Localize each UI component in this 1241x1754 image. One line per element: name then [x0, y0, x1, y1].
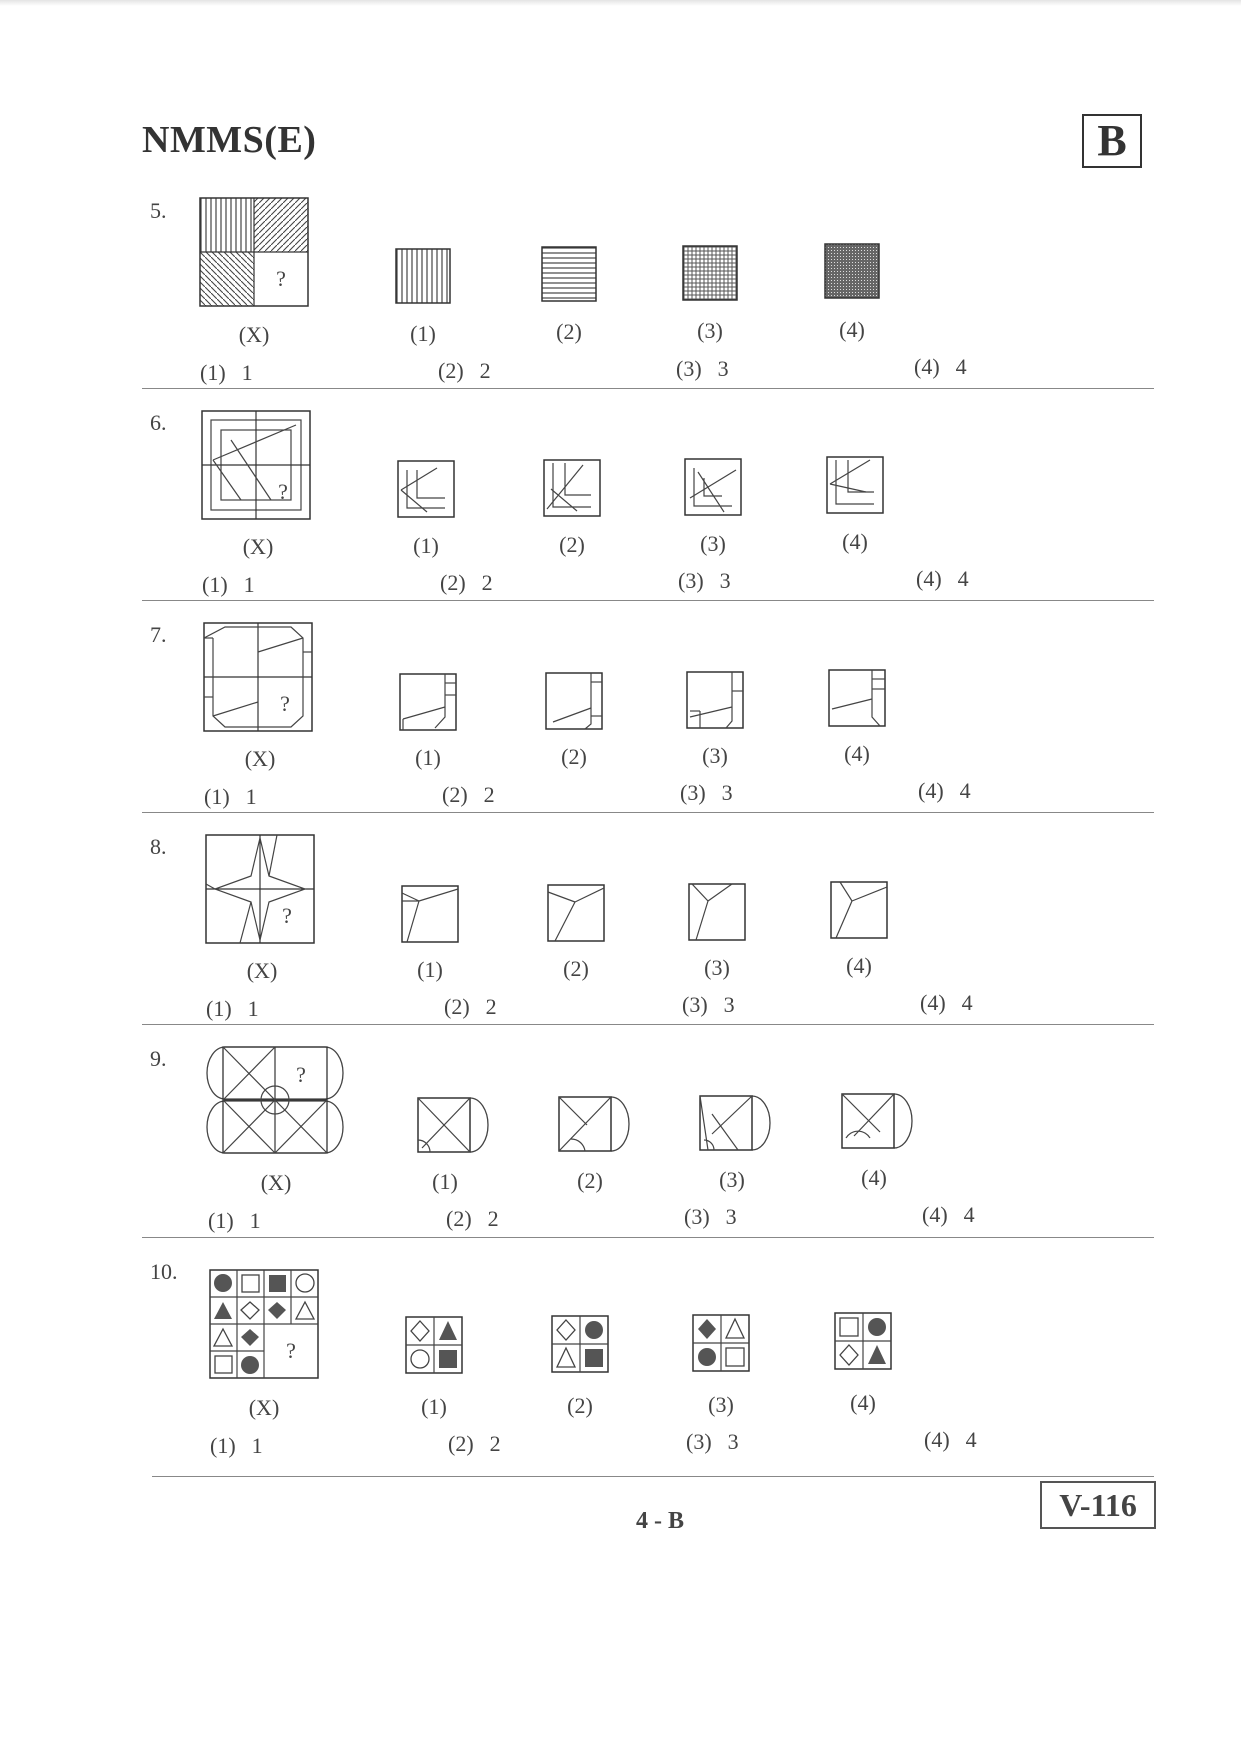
option-4-figure — [840, 1092, 914, 1150]
figure-label: (3) — [708, 1392, 734, 1417]
option-3-figure — [684, 458, 742, 516]
divider — [142, 600, 1154, 601]
figure-label: (3) — [700, 531, 726, 556]
question-number: 10. — [150, 1259, 178, 1284]
option-1-figure — [405, 1316, 463, 1374]
figure-label: (X) — [260, 1170, 292, 1195]
answer-option-4[interactable]: (4) 4 — [916, 566, 969, 591]
figure-x — [205, 1045, 345, 1157]
figure-label: (2) — [561, 744, 587, 769]
divider — [142, 1024, 1154, 1025]
question-number: 5. — [150, 198, 167, 223]
question-8 — [0, 828, 1241, 1038]
answer-option-3[interactable]: (3) 3 — [678, 568, 731, 593]
answer-option-2[interactable]: (2) 2 — [444, 994, 497, 1019]
option-4-figure — [828, 669, 886, 727]
question-10 — [0, 1253, 1241, 1463]
answer-option-4[interactable]: (4) 4 — [918, 778, 971, 803]
question-number: 9. — [150, 1046, 167, 1071]
option-3-figure — [682, 245, 738, 301]
answer-option-2[interactable]: (2) 2 — [438, 358, 491, 383]
figure-label: (3) — [702, 743, 728, 768]
exam-title: NMMS(E) — [142, 119, 317, 161]
question-number: 8. — [150, 834, 167, 859]
option-1-figure — [399, 673, 457, 731]
figure-label: (X) — [246, 958, 278, 983]
question-6 — [0, 404, 1241, 614]
answer-option-2[interactable]: (2) 2 — [442, 782, 495, 807]
question-mark: ? — [282, 903, 292, 928]
figure-x — [199, 197, 309, 307]
option-3-figure — [688, 883, 746, 941]
answer-option-3[interactable]: (3) 3 — [684, 1204, 737, 1229]
option-4-figure — [834, 1312, 892, 1370]
question-5 — [0, 192, 1241, 402]
figure-label: (4) — [846, 953, 872, 978]
option-2-figure — [543, 459, 601, 517]
divider — [152, 1476, 1154, 1477]
answer-option-1[interactable]: (1) 1 — [202, 572, 255, 597]
option-2-figure — [541, 246, 597, 302]
answer-option-1[interactable]: (1) 1 — [206, 996, 259, 1021]
answer-option-3[interactable]: (3) 3 — [676, 356, 729, 381]
figure-label: (2) — [563, 956, 589, 981]
divider — [142, 1237, 1154, 1238]
figure-label: (X) — [248, 1395, 280, 1420]
option-2-figure — [547, 884, 605, 942]
divider — [142, 388, 1154, 389]
option-4-figure — [824, 243, 880, 299]
figure-label: (4) — [842, 529, 868, 554]
question-mark: ? — [296, 1062, 306, 1087]
figure-label: (X) — [244, 746, 276, 771]
question-number: 7. — [150, 622, 167, 647]
figure-label: (X) — [238, 322, 270, 347]
answer-option-3[interactable]: (3) 3 — [686, 1429, 739, 1454]
figure-label: (2) — [577, 1168, 603, 1193]
figure-label: (4) — [861, 1165, 887, 1190]
option-2-figure — [557, 1095, 631, 1153]
figure-x — [203, 622, 313, 732]
option-1-figure — [401, 885, 459, 943]
question-9 — [0, 1040, 1241, 1250]
option-4-figure — [830, 881, 888, 939]
figure-x — [201, 410, 311, 520]
option-4-figure — [826, 456, 884, 514]
figure-label: (X) — [242, 534, 274, 559]
booklet-code: V-116 — [1059, 1486, 1137, 1523]
divider — [142, 812, 1154, 813]
question-7 — [0, 616, 1241, 826]
answer-option-1[interactable]: (1) 1 — [204, 784, 257, 809]
question-mark: ? — [278, 479, 288, 504]
set-code-box — [1082, 114, 1142, 168]
set-code: B — [1097, 116, 1127, 165]
option-1-figure — [395, 248, 451, 304]
figure-label: (1) — [417, 957, 443, 982]
question-mark: ? — [286, 1338, 296, 1363]
answer-option-1[interactable]: (1) 1 — [210, 1433, 263, 1458]
option-3-figure — [698, 1094, 772, 1152]
question-number: 6. — [150, 410, 167, 435]
booklet-code-box — [1040, 1481, 1156, 1529]
figure-label: (4) — [844, 741, 870, 766]
answer-option-2[interactable]: (2) 2 — [448, 1431, 501, 1456]
figure-label: (4) — [850, 1390, 876, 1415]
answer-option-4[interactable]: (4) 4 — [914, 354, 967, 379]
answer-option-1[interactable]: (1) 1 — [208, 1208, 261, 1233]
answer-option-4[interactable]: (4) 4 — [922, 1202, 975, 1227]
answer-option-3[interactable]: (3) 3 — [680, 780, 733, 805]
page-number: 4 - B — [636, 1508, 684, 1534]
scan-edge — [0, 0, 1241, 6]
figure-label: (3) — [719, 1167, 745, 1192]
figure-x — [209, 1269, 319, 1379]
option-3-figure — [692, 1314, 750, 1372]
answer-option-1[interactable]: (1) 1 — [200, 360, 253, 385]
figure-label: (3) — [704, 955, 730, 980]
question-mark: ? — [280, 691, 290, 716]
answer-option-4[interactable]: (4) 4 — [924, 1427, 977, 1452]
figure-label: (2) — [559, 532, 585, 557]
option-2-figure — [545, 672, 603, 730]
figure-x — [205, 834, 315, 944]
answer-option-2[interactable]: (2) 2 — [446, 1206, 499, 1231]
figure-label: (3) — [697, 318, 723, 343]
figure-label: (1) — [432, 1169, 458, 1194]
figure-label: (1) — [413, 533, 439, 558]
figure-label: (2) — [556, 319, 582, 344]
option-1-figure — [416, 1096, 490, 1154]
option-1-figure — [397, 460, 455, 518]
answer-option-4[interactable]: (4) 4 — [920, 990, 973, 1015]
option-3-figure — [686, 671, 744, 729]
figure-label: (1) — [415, 745, 441, 770]
answer-option-3[interactable]: (3) 3 — [682, 992, 735, 1017]
figure-label: (2) — [567, 1393, 593, 1418]
figure-label: (4) — [839, 317, 865, 342]
question-mark: ? — [276, 266, 286, 291]
option-2-figure — [551, 1315, 609, 1373]
figure-label: (1) — [410, 321, 436, 346]
answer-option-2[interactable]: (2) 2 — [440, 570, 493, 595]
figure-label: (1) — [421, 1394, 447, 1419]
